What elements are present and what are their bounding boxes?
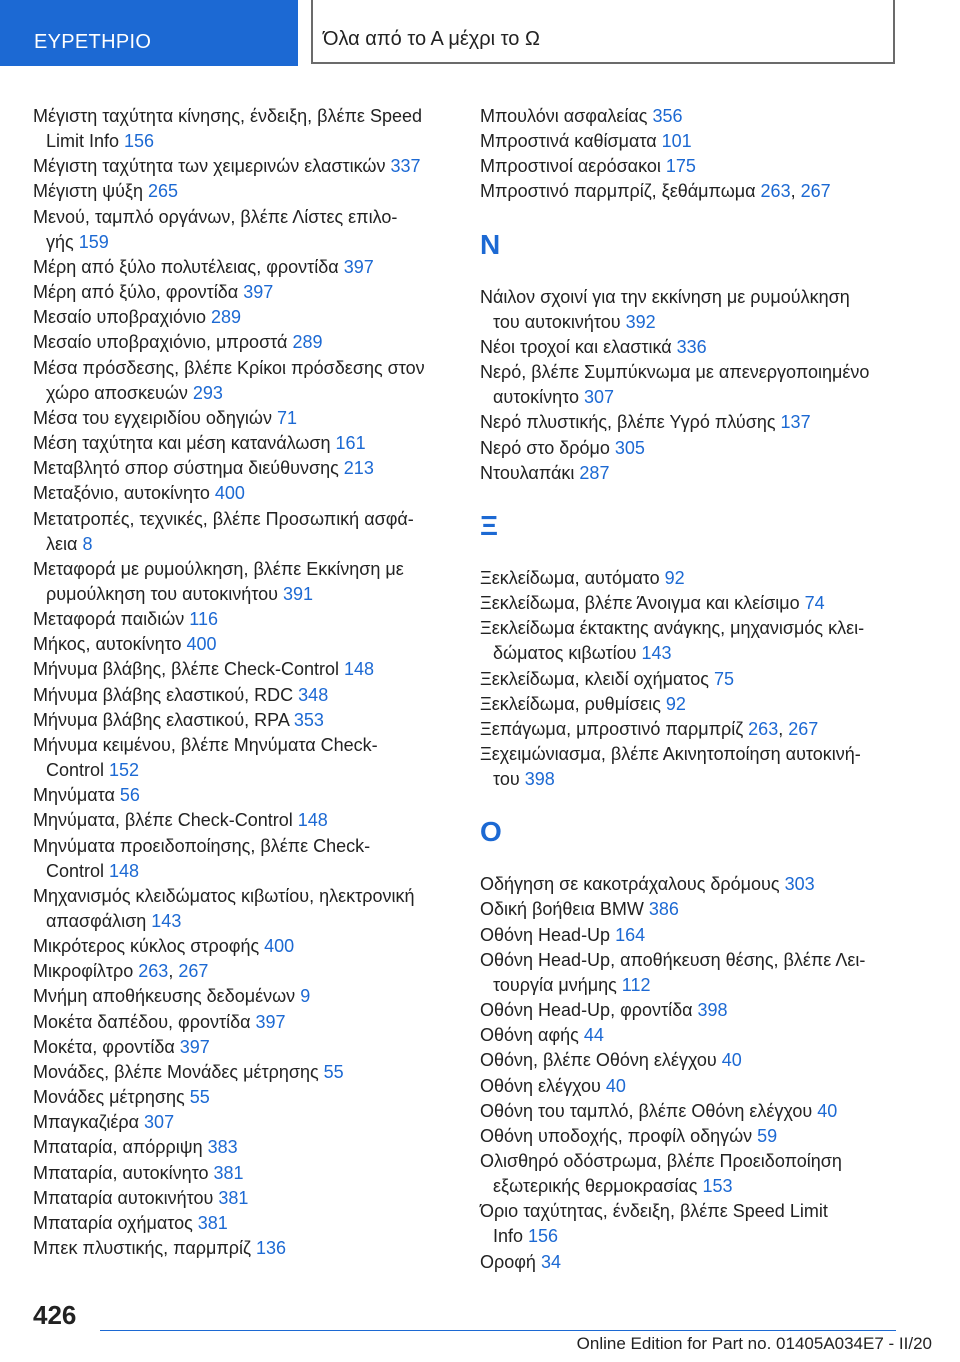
index-entry [33,1161,453,1186]
page-reference-link[interactable]: 9 [300,986,311,1007]
index-entry-text: του αυτοκινήτου [493,311,626,332]
index-entry-text: Μπαταρία, απόρριψη [33,1137,208,1158]
index-entry-text: Μήκος, αυτοκίνητο [33,634,187,655]
header-subtitle: Όλα από το Α μέχρι το Ω [323,28,540,50]
index-entry [33,481,453,506]
page-reference-link[interactable]: 307 [584,387,615,408]
index-entry [480,1124,900,1149]
index-entry-text: Μπαταρία οχήματος [33,1212,198,1233]
page-reference-link[interactable]: 381 [197,1212,228,1233]
page-reference-link[interactable]: 75 [713,668,734,689]
index-entry [480,1149,900,1199]
page-reference-link[interactable]: 116 [189,609,218,630]
index-entry-text: Μεταφορά παιδιών [33,609,190,630]
index-entry [33,406,453,431]
page-reference-link[interactable]: 381 [213,1162,244,1183]
index-entry [33,733,453,783]
index-entry-text: Οθόνη του ταμπλό, βλέπε Οθόνη ελέγχου [480,1100,818,1121]
index-entry-text: Οθόνη Head-Up [480,924,616,945]
index-entry-text: Μηχανισμός κλειδώματος κιβωτίου, ηλεκτρονική [33,885,415,906]
page-reference-link[interactable]: 213 [343,458,374,479]
page-reference-link[interactable]: 101 [661,131,692,152]
page-reference-link[interactable]: 59 [757,1125,778,1146]
index-entry-text: , [168,961,179,982]
page-reference-link[interactable]: 40 [817,1100,838,1121]
index-entry-text: Ξεχειμώνιασμα, βλέπε Ακινητοποίηση αυτοκινή- [480,743,861,764]
page-reference-link[interactable]: 356 [652,106,683,126]
page-reference-link[interactable]: 400 [264,936,295,957]
page-reference-link[interactable]: 263 [748,718,779,739]
page-reference-link[interactable]: 397 [255,1011,286,1032]
index-entry-text: Οθόνη Head-Up, φροντίδα [480,1000,698,1021]
page-reference-link[interactable]: 392 [625,311,656,332]
index-entry-text: Control [46,760,110,781]
page-reference-link[interactable]: 40 [605,1075,626,1096]
index-entry [33,1035,453,1060]
index-entry-text: Μπεκ πλυστικής, παρμπρίζ [33,1238,256,1259]
index-entry-text: Μήνυμα βλάβης, βλέπε Check-Control [33,659,345,680]
index-entry-text: Νάιλον σχοινί για την εκκίνηση με ρυμούλκηση [480,286,850,307]
index-entry [480,410,900,435]
index-entry [480,616,900,666]
index-entry-text: Μικροφίλτρο [33,961,139,982]
index-entry-text: Ολισθηρό οδόστρωμα, βλέπε Προειδοποίηση [480,1151,842,1171]
index-entry [33,1236,453,1261]
index-entry-text: Μεσαίο υποβραχιόνιο, μπροστά [33,332,293,353]
index-entry [480,692,900,717]
index-entry-text: Μεταβλητό σπορ σύστημα διεύθυνσης [33,458,344,479]
index-entry [480,360,900,410]
index-entry [480,335,900,360]
index-entry-text: Μήνυμα κειμένου, βλέπε Μηνύματα Check- [33,734,378,755]
page-reference-link[interactable]: 307 [144,1112,175,1133]
index-entry [480,1199,900,1249]
index-entry-text: χώρο αποσκευών [46,382,193,403]
page-reference-link[interactable]: 164 [615,924,646,945]
index-entry [480,897,900,922]
page-reference-link[interactable]: 161 [335,433,366,454]
index-entry [33,783,453,808]
index-entry-text: Μηνύματα, βλέπε Check-Control [33,810,298,831]
page-reference-link[interactable]: 8 [82,533,93,554]
page-reference-link[interactable]: 137 [780,412,811,433]
index-entry [480,285,900,335]
index-entry [33,1010,453,1035]
index-entry-text: Control [46,860,110,881]
page-reference-link[interactable]: 152 [109,760,140,781]
index-entry [33,255,453,280]
index-section-letter: Ν [480,228,501,260]
index-entry [480,436,900,461]
page-reference-link[interactable]: 289 [211,307,242,328]
index-entry-text: Μέγιστη ψύξη [33,181,148,202]
index-entry-text: Μνήμη αποθήκευσης δεδομένων [33,986,301,1007]
index-entry [33,330,453,355]
page-reference-link[interactable]: 71 [276,407,297,428]
page-reference-link[interactable]: 148 [109,860,140,881]
page-reference-link[interactable]: 175 [665,156,696,177]
page-reference-link[interactable]: 397 [243,282,274,303]
index-tab[interactable]: ΕΥΡΕΤΗΡΙΟ [0,0,298,66]
index-entry-text: Ξεκλείδωμα, ρυθμίσεις [480,693,666,714]
index-entry-text: Οδική βοήθεια BMW [480,899,649,920]
index-entry-text: λεια [46,533,83,554]
page-reference-link[interactable]: 400 [186,634,217,655]
index-entry-text: Μέση ταχύτητα και μέση κατανάλωση [33,433,336,454]
page-reference-link[interactable]: 263 [760,181,791,202]
index-entry [480,461,900,486]
index-entry [480,179,900,204]
index-entry-text: Οδήγηση σε κακοτράχαλους δρόμους [480,874,785,895]
index-entry-text: Limit Info [46,131,125,152]
index-entry [480,129,900,154]
index-entry [33,431,453,456]
page-reference-link[interactable]: 92 [665,693,686,714]
index-entry-text: Νέοι τροχοί και ελαστικά [480,336,677,357]
index-entry-text: Οθόνη Head-Up, αποθήκευση θέσης, βλέπε Λει- [480,949,866,970]
index-entry [33,356,453,406]
index-entry-text: εξωτερικής θερμοκρασίας [493,1176,703,1197]
index-entry-text: Οθόνη ελέγχου [480,1075,606,1096]
index-entry-text: Μέγιστη ταχύτητα των χειμερινών ελαστικών [33,156,391,177]
index-entry-text: ρυμούλκηση του αυτοκινήτου [46,583,283,604]
index-entry [33,708,453,733]
index-entry-text: Ντουλαπάκι [480,462,580,483]
index-entry-text: Μηνύματα [33,785,120,806]
index-entry [33,1211,453,1236]
index-entry-text: Μπαταρία, αυτοκίνητο [33,1162,214,1183]
index-entry-text: Μεταξόνιο, αυτοκίνητο [33,483,215,504]
index-entry [480,923,900,948]
page-header [0,0,960,66]
index-entry [33,456,453,481]
page-reference-link[interactable]: 56 [119,785,140,806]
index-entry-text: αυτοκίνητο [493,387,584,408]
page-reference-link[interactable]: 398 [697,1000,728,1021]
page-reference-link[interactable]: 381 [218,1187,249,1208]
index-entry-text: Οθόνη υποδοχής, προφίλ οδηγών [480,1125,758,1146]
index-entry [33,959,453,984]
index-entry [33,1060,453,1085]
index-entry-text: του [493,769,525,790]
index-entry-text: Μικρότερος κύκλος στροφής [33,936,265,957]
index-entry-text: Οθόνη, βλέπε Οθόνη ελέγχου [480,1050,722,1071]
index-entry-text: Μέρη από ξύλο πολυτέλειας, φροντίδα [33,256,344,277]
index-entry-text: τουργία μνήμης [493,974,622,995]
page-reference-link[interactable]: 143 [641,643,672,664]
index-entry [480,1250,900,1275]
index-entry-text: Μηνύματα προειδοποίησης, βλέπε Check- [33,835,371,856]
index-entry [33,934,453,959]
index-entry-text: απασφάλιση [46,911,152,931]
page-reference-link[interactable]: 391 [283,583,314,604]
index-entry-text: Μήνυμα βλάβης ελαστικού, RPA [33,709,294,730]
index-entry-text: δώματος κιβωτίου [493,643,642,664]
index-entry-text: Ξεκλείδωμα έκτακτης ανάγκης, μηχανισμός κλει- [480,618,865,639]
page-reference-link[interactable]: 383 [207,1137,238,1158]
index-column-left [33,104,453,1261]
header-subtitle-frame [311,0,895,64]
footer-divider [100,1330,896,1331]
index-entry-text: Όριο ταχύτητας, ένδειξη, βλέπε Speed Limit [480,1201,828,1222]
index-entry [480,1023,900,1048]
page-reference-link[interactable]: 40 [721,1050,742,1071]
index-entry-text: Μπαγκαζιέρα [33,1112,145,1133]
index-entry [33,1186,453,1211]
index-entry [480,1074,900,1099]
index-entry [33,154,453,179]
page-reference-link[interactable]: 153 [702,1176,733,1197]
page-reference-link[interactable]: 263 [138,961,169,982]
index-entry-text: Νερό, βλέπε Συμπύκνωμα με απενεργοποιημένο [480,362,870,383]
index-entry [33,632,453,657]
footer-edition-text: Online Edition for Part no. 01405A034E7 - II/20 [576,1334,932,1353]
index-entry [33,607,453,632]
page-reference-link[interactable]: 267 [800,181,831,202]
page-reference-link[interactable]: 353 [293,709,324,730]
index-entry-text: Μεταφορά με ρυμούλκηση, βλέπε Εκκίνηση με [33,558,404,579]
index-entry [33,657,453,682]
page-number: 426 [33,1300,77,1330]
index-entry [480,1048,900,1073]
index-section-letter: Ο [480,816,502,848]
index-entry-text: Οροφή [480,1251,541,1272]
index-entry [480,742,900,792]
index-entry-text: Ξεκλείδωμα, αυτόματο [480,567,665,588]
index-entry-text: Νερό στο δρόμο [480,437,615,458]
index-entry [480,998,900,1023]
index-entry-text: Μοκέτα, φροντίδα [33,1036,180,1057]
page-reference-link[interactable]: 337 [390,156,421,177]
page-reference-link[interactable]: 267 [788,718,819,739]
index-entry [33,1085,453,1110]
index-entry-text: Μέσα πρόσδεσης, βλέπε Κρίκοι πρόσδεσης στον [33,357,425,378]
page-reference-link[interactable]: 400 [214,483,245,504]
index-entry [480,104,900,129]
index-entry [480,872,900,897]
index-entry [33,808,453,833]
page-reference-link[interactable]: 74 [804,593,825,614]
page-reference-link[interactable]: 148 [297,810,328,831]
index-entry-text: Νερό πλυστικής, βλέπε Υγρό πλύσης [480,412,781,433]
page-reference-link[interactable]: 386 [648,899,679,920]
index-section-letter: Ξ [480,509,499,541]
page-reference-link[interactable]: 159 [78,231,109,252]
index-entry [33,305,453,330]
page-reference-link[interactable]: 289 [292,332,323,353]
index-entry-text: , [790,181,801,202]
page-reference-link[interactable]: 336 [676,336,707,357]
index-entry [480,717,900,742]
index-entry [33,984,453,1009]
page-reference-link[interactable]: 305 [614,437,645,458]
index-entry-text: Ξεκλείδωμα, κλειδί οχήματος [480,668,714,689]
index-entry [33,1135,453,1160]
index-entry-text: Μπροστινοί αερόσακοι [480,156,666,177]
page-reference-link[interactable]: 287 [579,462,610,483]
index-entry-text: Μοκέτα δαπέδου, φροντίδα [33,1011,256,1032]
page-reference-link[interactable]: 348 [298,684,329,705]
index-entry [33,557,453,607]
page-reference-link[interactable]: 148 [344,659,375,680]
page-reference-link[interactable]: 156 [528,1226,559,1247]
index-entry [480,566,900,591]
page-reference-link[interactable]: 397 [343,256,374,277]
page-reference-link[interactable]: 55 [323,1061,344,1082]
index-entry-text: Μετατροπές, τεχνικές, βλέπε Προσωπική ασφά- [33,508,414,529]
index-entry-text: , [778,718,789,739]
index-entry-text: Ξεπάγωμα, μπροστινό παρμπρίζ [480,718,749,739]
index-column-right [480,104,900,1275]
index-entry-text: Μέγιστη ταχύτητα κίνησης, ένδειξη, βλέπε Speed [33,106,423,126]
page-reference-link[interactable]: 267 [178,961,209,982]
index-entry [33,104,453,154]
index-entry-text: Μέσα του εγχειριδίου οδηγιών [33,407,277,428]
page-reference-link[interactable]: 34 [540,1251,561,1272]
page-reference-link[interactable]: 397 [179,1036,210,1057]
page-reference-link[interactable]: 55 [189,1087,210,1108]
index-entry [480,948,900,998]
page-reference-link[interactable]: 112 [621,974,651,995]
page-reference-link[interactable]: 303 [784,874,815,895]
page-reference-link[interactable]: 143 [151,911,182,931]
index-entry [480,1099,900,1124]
index-entry-text: Μήνυμα βλάβης ελαστικού, RDC [33,684,299,705]
index-entry [33,179,453,204]
page-reference-link[interactable]: 156 [124,131,155,152]
index-entry-text: Μπαταρία αυτοκινήτου [33,1187,219,1208]
index-entry [480,667,900,692]
index-entry [33,1110,453,1135]
page-reference-link[interactable]: 265 [148,181,179,202]
page-reference-link[interactable]: 136 [255,1238,286,1259]
index-entry-text: Μονάδες μέτρησης [33,1087,190,1108]
index-entry [33,205,453,255]
index-entry [33,834,453,884]
index-entry-text: γής [46,231,79,252]
index-entry [33,884,453,934]
index-entry-text: Μπροστινά καθίσματα [480,131,662,152]
index-entry-text: Μπροστινό παρμπρίζ, ξεθάμπωμα [480,181,761,202]
index-entry [33,683,453,708]
index-entry [33,280,453,305]
index-entry-text: Ξεκλείδωμα, βλέπε Άνοιγμα και κλείσιμο [480,593,805,614]
page-reference-link[interactable]: 92 [664,567,685,588]
index-entry [480,591,900,616]
index-entry-text: Μεσαίο υποβραχιόνιο [33,307,212,328]
index-entry-text: Μπουλόνι ασφαλείας [480,106,653,126]
index-entry-text: Οθόνη αφής [480,1025,584,1046]
page-reference-link[interactable]: 44 [583,1025,604,1046]
index-entry-text: Μενού, ταμπλό οργάνων, βλέπε Λίστες επιλο- [33,206,398,227]
page-reference-link[interactable]: 293 [192,382,223,403]
index-entry [480,154,900,179]
index-entry-text: Μονάδες, βλέπε Μονάδες μέτρησης [33,1061,324,1082]
index-entry-text: Μέρη από ξύλο, φροντίδα [33,282,244,303]
page-reference-link[interactable]: 398 [524,769,555,790]
index-entry [33,507,453,557]
index-entry-text: Info [493,1226,529,1247]
